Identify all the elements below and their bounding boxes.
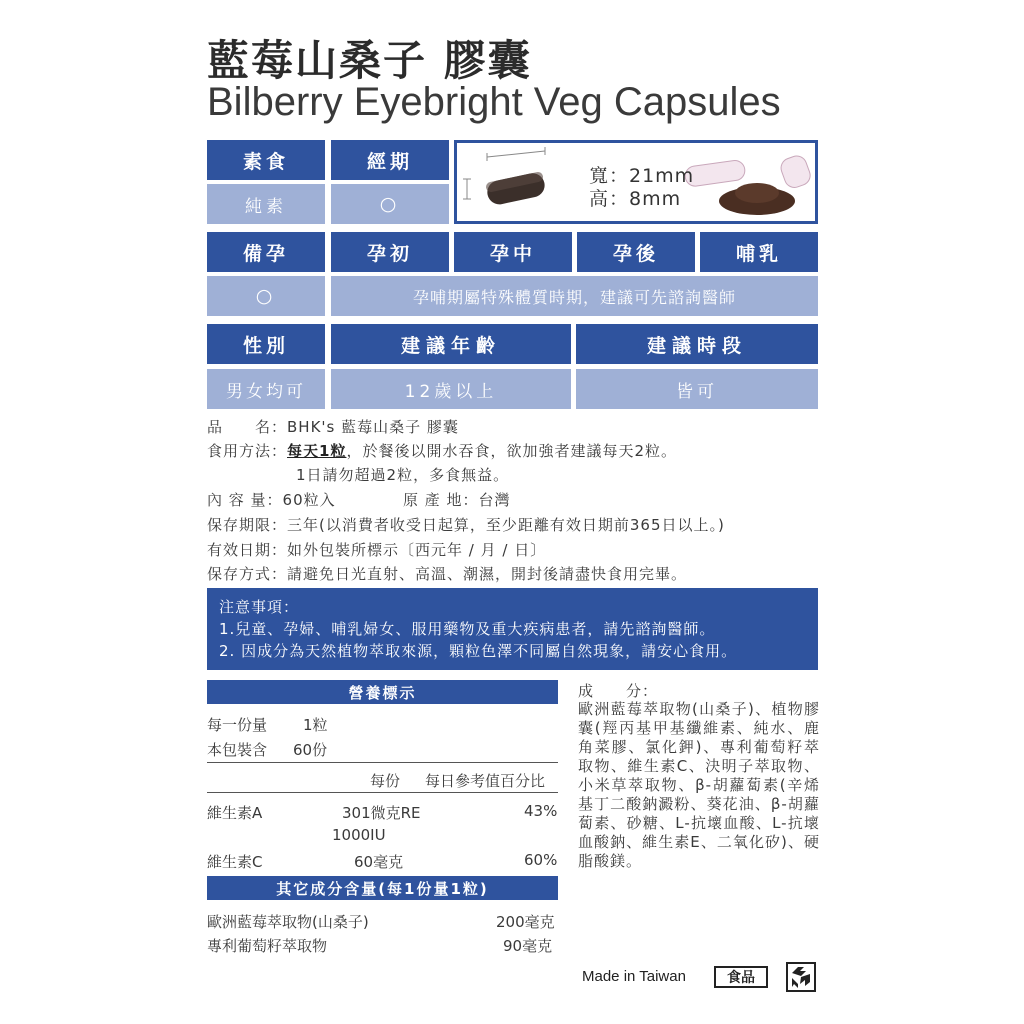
info-content-value: 60粒入: [282, 491, 336, 509]
pack-label: 本包裝含: [207, 741, 268, 759]
serving-label: 每一份量: [207, 716, 268, 734]
info-expiry-label: 有效日期：: [207, 541, 288, 559]
header-late: 孕後: [577, 232, 695, 272]
info-usage-rest: ，於餐後以開水吞食，欲加強者建議每天2粒。: [346, 442, 677, 460]
info-shelf-value: 三年(以消費者收受日起算，至少距離有效日期前365日以上。): [287, 516, 725, 534]
capsule-dimensions: [589, 165, 694, 211]
product-title-english: Bilberry Eyebright Veg Capsules: [207, 80, 781, 124]
info-storage-value: 請避免日光直射、高溫、潮濕，開封後請盡快食用完畢。: [287, 565, 688, 583]
vitamin-c-dv: 60%: [524, 851, 558, 869]
info-usage-emphasis: 每天1粒: [287, 442, 347, 460]
pregnancy-note: 孕哺期屬特殊體質時期，建議可先諮詢醫師: [331, 276, 818, 316]
info-shelf-label: 保存期限：: [207, 516, 288, 534]
vitamin-c-name: 維生素C: [207, 853, 263, 871]
info-content-label: 內 容 量：: [207, 491, 283, 509]
food-mark: 食品: [714, 966, 768, 988]
notice-box: [207, 588, 818, 670]
col-per-serving: 每份: [370, 772, 401, 790]
period-value: ○: [331, 184, 449, 224]
nutrition-divider-1: [207, 762, 558, 763]
ingredients-title: 成 分：: [578, 682, 659, 700]
other-1-name: 歐洲藍莓萃取物(山桑子): [207, 913, 369, 931]
pack-value: 60份: [293, 741, 328, 759]
info-origin-label: 原 產 地：: [403, 491, 479, 509]
capsule-illustration: [454, 140, 818, 224]
header-mid: 孕中: [454, 232, 572, 272]
vitamin-a-amount-iu: 1000IU: [332, 826, 386, 844]
col-daily-value: 每日參考值百分比: [425, 772, 546, 790]
recycle-icon: [786, 962, 816, 992]
product-title-chinese: 藍莓山桑子 膠囊: [207, 36, 532, 85]
info-content-row: [207, 489, 336, 510]
capsule-width: 寬：21mm: [589, 165, 695, 187]
info-storage-row: [207, 563, 687, 584]
time-value: 皆可: [576, 369, 818, 409]
info-expiry-value: 如外包裝所標示〔西元年 / 月 / 日〕: [287, 541, 547, 559]
veg-value: 純素: [207, 184, 325, 224]
info-usage-line2: 1日請勿超過2粒，多食無益。: [296, 466, 510, 484]
made-in-label: Made in Taiwan: [582, 968, 686, 985]
info-name-value: BHK's 藍莓山桑子 膠囊: [287, 418, 459, 436]
nutrition-header: 營養標示: [207, 680, 558, 704]
info-origin-row: [403, 489, 511, 510]
veg-label: 素食: [207, 140, 325, 180]
info-usage-row: [207, 440, 677, 461]
prep-value: ○: [207, 276, 325, 316]
nutrition-divider-2: [207, 792, 558, 793]
serving-value: 1粒: [303, 716, 328, 734]
age-label: 建議年齡: [331, 324, 571, 364]
info-storage-label: 保存方式：: [207, 565, 288, 583]
other-2-name: 專利葡萄籽萃取物: [207, 937, 328, 955]
age-value: 12歲以上: [331, 369, 571, 409]
other-2-amount: 90毫克: [503, 937, 553, 955]
time-label: 建議時段: [576, 324, 818, 364]
header-nursing: 哺乳: [700, 232, 818, 272]
gender-value: 男女均可: [207, 369, 325, 409]
notice-item-1: 1.兒童、孕婦、哺乳婦女、服用藥物及重大疾病患者，請先諮詢醫師。: [219, 620, 716, 638]
info-origin-value: 台灣: [478, 491, 511, 509]
other-ingredients-header: 其它成分含量(每1份量1粒): [207, 876, 558, 900]
period-label: 經期: [331, 140, 449, 180]
vitamin-a-amount: 301微克RE: [342, 804, 421, 822]
header-early: 孕初: [331, 232, 449, 272]
vitamin-a-dv: 43%: [524, 802, 558, 820]
header-prep: 備孕: [207, 232, 325, 272]
info-expiry-row: [207, 539, 546, 560]
info-name-label: 品 名：: [207, 418, 288, 436]
notice-item-2: 2. 因成分為天然植物萃取來源，顆粒色澤不同屬自然現象，請安心食用。: [219, 642, 738, 660]
info-shelf-row: [207, 514, 725, 535]
gender-label: 性別: [207, 324, 325, 364]
notice-title: 注意事項：: [219, 598, 300, 616]
capsule-height: 高：8mm: [589, 188, 682, 210]
info-name-row: [207, 416, 459, 437]
info-usage-label: 食用方法：: [207, 442, 288, 460]
ingredients-list: 歐洲藍莓萃取物(山桑子)、植物膠囊(羥丙基甲基纖維素、純水、鹿角菜膠、氯化鉀)、專利葡萄籽萃取物、維生素C、決明子萃取物、小米草萃取物、β-胡蘿蔔素(辛烯基丁二酸鈉澱粉、葵花油、β-胡蘿蔔素、砂糖、L-抗壞血酸、L-抗壞血酸鈉、維生素E、二氧化矽)、硬脂酸鎂。: [578, 700, 820, 870]
vitamin-a-name: 維生素A: [207, 804, 263, 822]
other-1-amount: 200毫克: [496, 913, 555, 931]
vitamin-c-amount: 60毫克: [354, 853, 404, 871]
